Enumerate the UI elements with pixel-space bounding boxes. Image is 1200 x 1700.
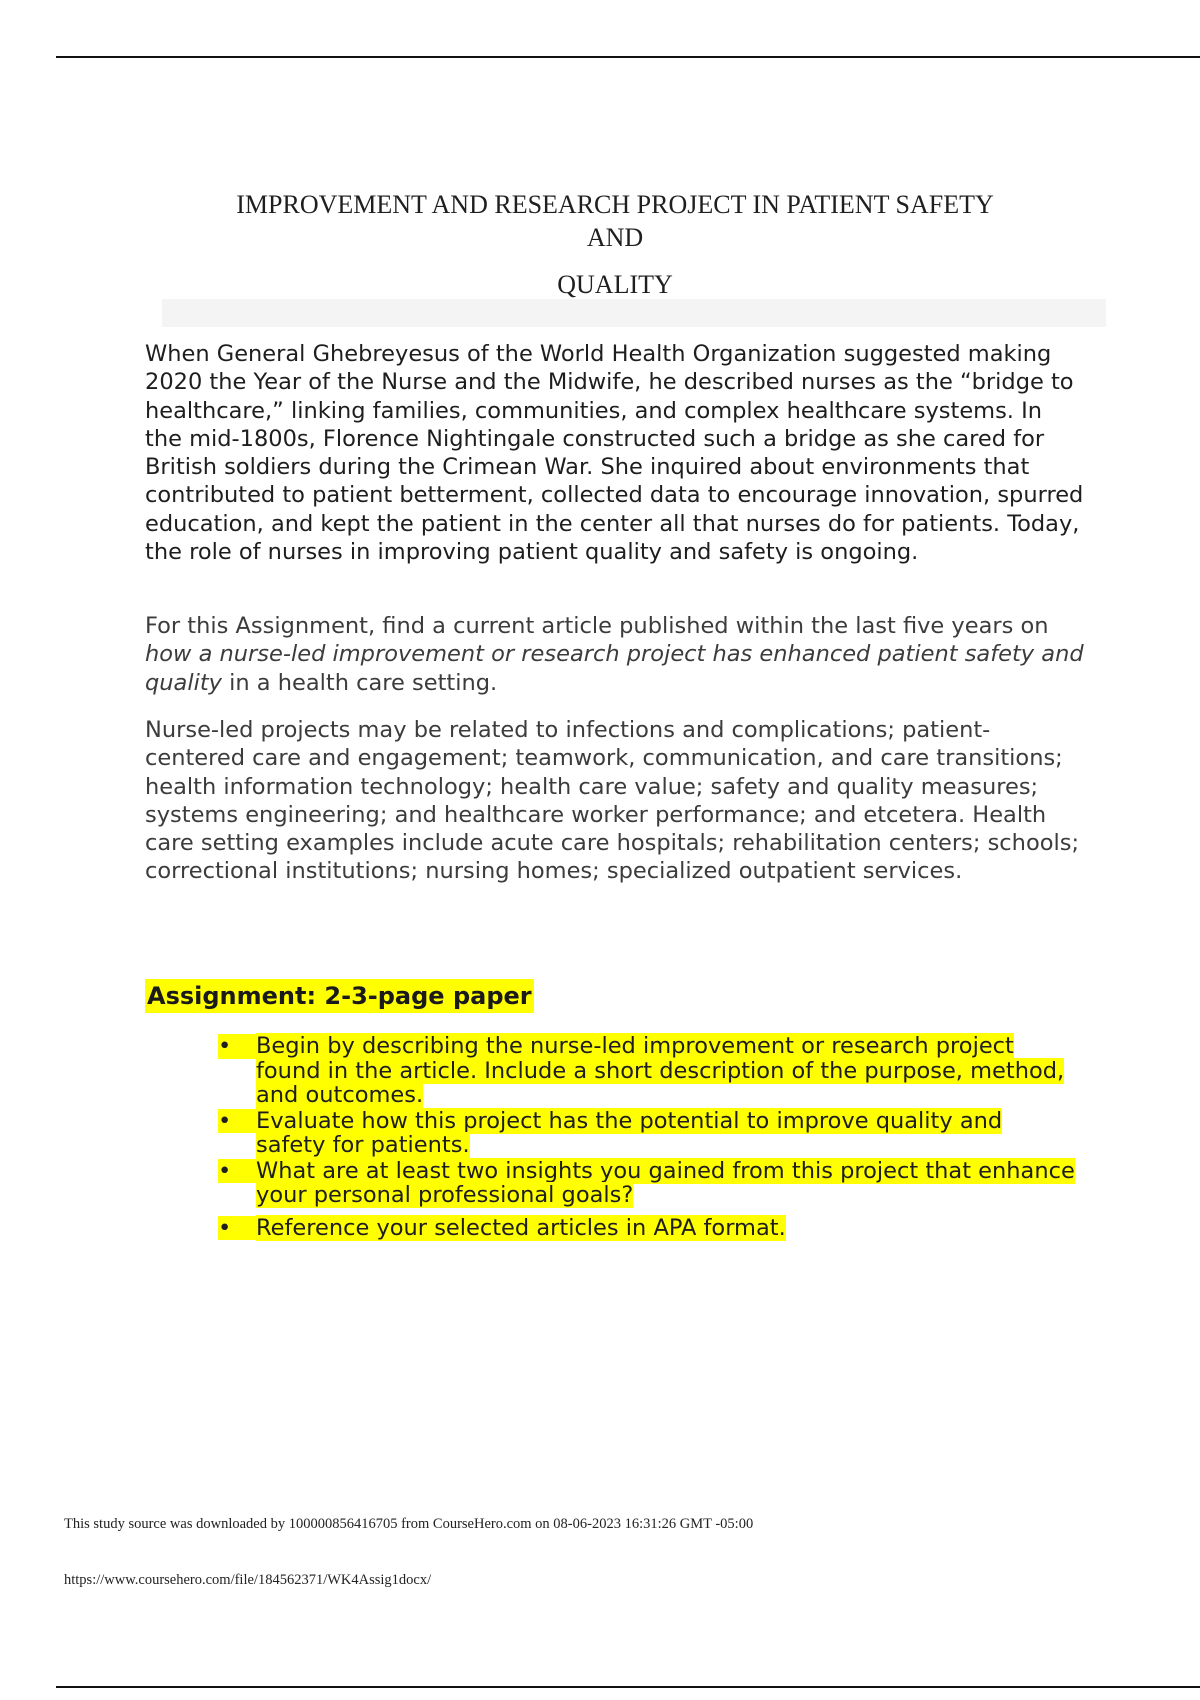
- assignment-heading: Assignment: 2-3-page paper: [145, 979, 534, 1013]
- top-rule: [56, 56, 1200, 58]
- bullet-text: What are at least two insights you gained from this project that enhance your personal professional goals?: [256, 1157, 1075, 1208]
- bullet-icon: •: [218, 1109, 256, 1134]
- assignment-bullet-list: [218, 1034, 1078, 1240]
- list-item: [218, 1034, 1078, 1108]
- paragraph2-italic: how a nurse-led improvement or research project has enhanced patient safety and quality: [145, 641, 1084, 696]
- title-shade-bar: [162, 299, 1106, 327]
- list-item: [218, 1216, 1078, 1241]
- assignment-instructions-paragraph: [145, 612, 1085, 697]
- intro-paragraph: When General Ghebreyesus of the World Health Organization suggested making 2020 the Year of the Nurse and the Midwife, he described nurses as the “bridge to healthcare,” linking families, communities, and complex healthcare systems. In the mid-1800s, Florence Nightingale constructed such a bridge as she cared for British soldiers during the Crimean War. She inquired about environments that contributed to patient betterment, collected data to encourage innovation, spurred education, and kept the patient in the center all that nurses do for patients. Today, the role of nurses in improving patient quality and safety is ongoing.: [145, 341, 1084, 566]
- document-title-line-2: AND: [586, 223, 644, 252]
- bullet-text: Reference your selected articles in APA format.: [256, 1214, 786, 1241]
- bullet-text: Begin by describing the nurse-led improvement or research project found in the article. Include a short description of the purpose, method, and outcomes.: [256, 1033, 1065, 1108]
- download-notice: This study source was downloaded by 100000856416705 from CourseHero.com on 08-06-2023 16:31:26 GMT -05:00: [64, 1516, 754, 1532]
- bullet-icon: •: [218, 1216, 256, 1241]
- bullet-text: Evaluate how this project has the potential to improve quality and safety for patients.: [256, 1107, 1003, 1158]
- paragraph2-end: in a health care setting.: [221, 669, 498, 696]
- source-url[interactable]: https://www.coursehero.com/file/184562371/WK4Assig1docx/: [64, 1572, 432, 1588]
- list-item: [218, 1109, 1078, 1158]
- bullet-icon: •: [218, 1159, 256, 1184]
- list-item: [218, 1159, 1078, 1208]
- bottom-rule: [56, 1686, 1200, 1688]
- project-examples-paragraph: Nurse-led projects may be related to infections and complications; patient-centered care and engagement; teamwork, communication, and care transitions; health information technology; health care value; safety and quality measures; systems engineering; and healthcare worker performance; and etcetera. Health care setting examples include acute care hospitals; rehabilitation centers; schools; correctional institutions; nursing homes; specialized outpatient services.: [145, 717, 1080, 885]
- document-title-line-1: IMPROVEMENT AND RESEARCH PROJECT IN PATIENT SAFETY: [236, 190, 994, 219]
- bullet-icon: •: [218, 1034, 256, 1059]
- document-title-line-3: QUALITY: [557, 270, 673, 299]
- paragraph2-start: For this Assignment, find a current article published within the last five years on: [145, 613, 1049, 639]
